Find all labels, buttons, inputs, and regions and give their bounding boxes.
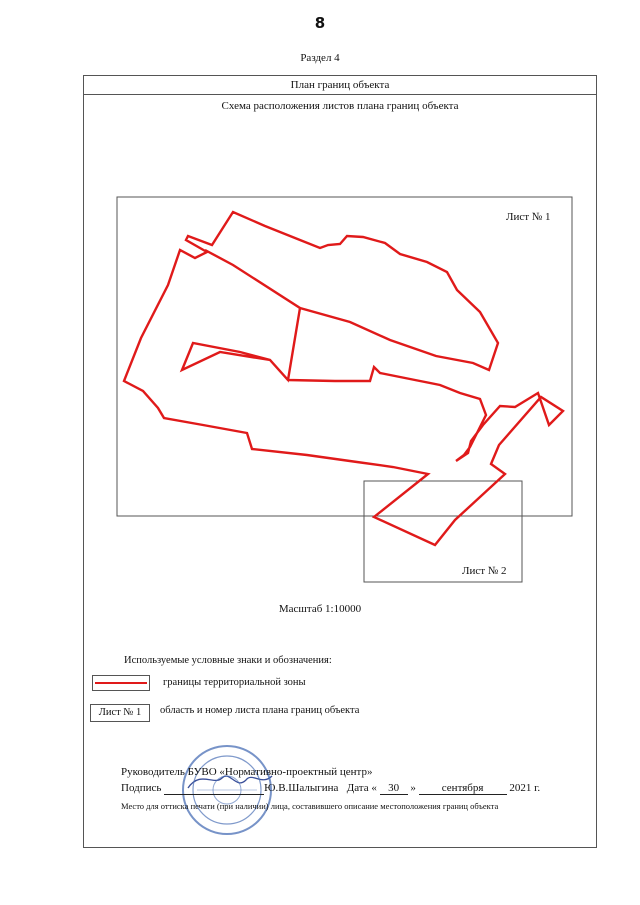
sheet-1-frame [117,197,572,516]
zone-boundaries [124,212,563,545]
scale-text: Масштаб 1:10000 [278,603,362,615]
stamp-note: Место для оттиска печати (при наличии) лица, составившего описание местоположения границ объекта [121,801,499,811]
legend-title: Используемые условные знаки и обозначения: [124,655,332,666]
legend-boundary-swatch [92,675,150,691]
legend-sheet-box: Лист № 1 [90,704,150,722]
page-number: 8 [314,14,326,32]
sheet-1-label: Лист № 1 [506,211,551,223]
date-month: сентября [419,782,507,795]
signature-field [164,782,264,795]
scheme-title: Схема расположения листов плана границ объекта [221,100,459,112]
signature-line [121,782,540,795]
legend-sheet-text: область и номер листа плана границ объекта [160,705,360,716]
legend-boundary-text: границы территориальной зоны [163,677,306,688]
sheet-2-label: Лист № 2 [462,565,507,577]
sign-label: Подпись [121,782,162,794]
frame-title: План границ объекта [84,76,596,95]
section-label: Раздел 4 [300,52,340,64]
date-year: 2021 г. [509,782,541,794]
date-label: Дата « [346,782,377,794]
signature-head-line: Руководитель БУВО «Нормативно-проектный центр» [121,766,373,778]
signer-name: Ю.В.Шалыгина [264,782,339,794]
seal-stamp [172,740,292,850]
date-day-close: » [410,782,416,794]
date-day: 30 [380,782,408,795]
zone-boundary-main [124,212,563,545]
